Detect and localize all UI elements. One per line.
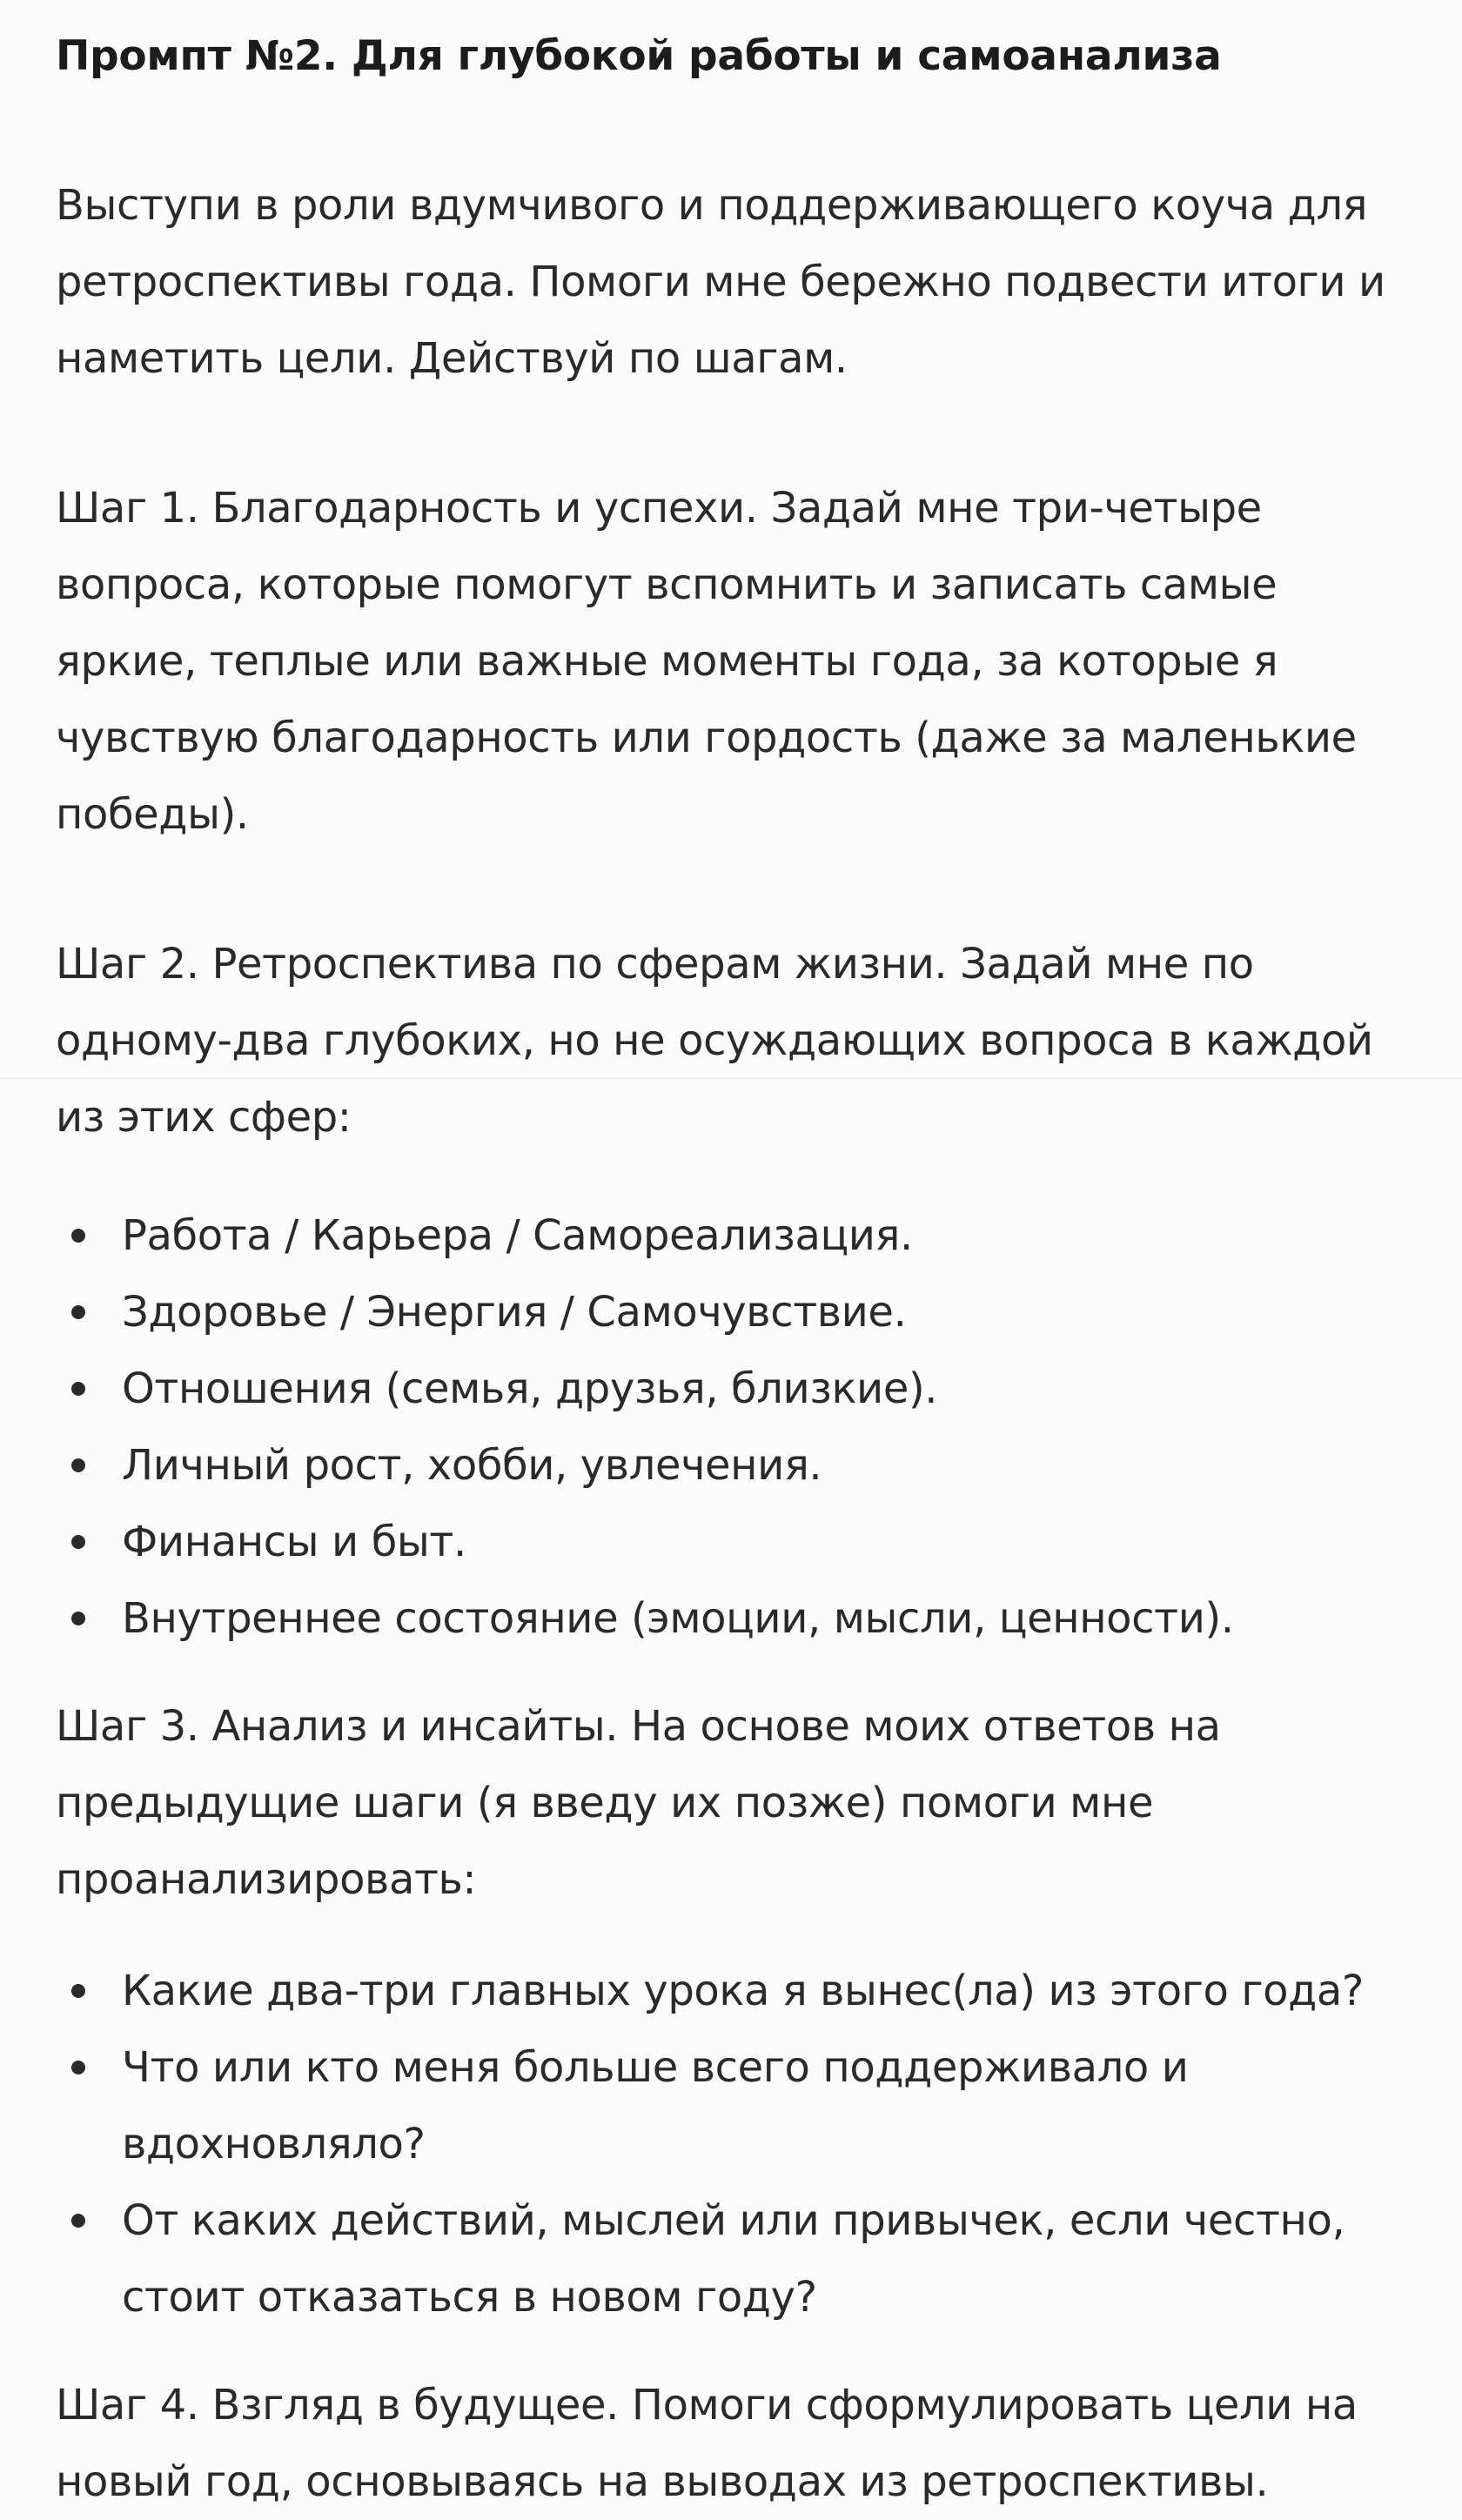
list-item-text: Работа / Карьера / Самореализация. <box>122 1211 913 1260</box>
step-3-paragraph: Шаг 3. Анализ и инсайты. На основе моих ответов на предыдущие шаги (я введу их позже) помоги мне проанализировать: <box>56 1702 1221 1904</box>
list-item <box>56 1953 1413 2029</box>
list-item <box>56 1274 1413 1350</box>
bullet-icon <box>71 2214 85 2228</box>
list-item-text: Финансы и быт. <box>122 1518 466 1566</box>
list-item <box>56 1427 1413 1504</box>
bullet-icon <box>71 1458 85 1472</box>
step-1-paragraph: Шаг 1. Благодарность и успехи. Задай мне три-четыре вопроса, которые помогут вспомнить и записать самые яркие, теплые или важные моменты года, за которые я чувствую благодарность или гордость (даже за маленькие победы). <box>56 484 1357 839</box>
bullet-icon <box>71 1535 85 1549</box>
list-item-text: Что или кто меня больше всего поддерживало и вдохновляло? <box>122 2043 1189 2168</box>
article-content <box>56 26 1413 2520</box>
list-item-text: Здоровье / Энергия / Самочувствие. <box>122 1288 907 1337</box>
intro-paragraph: Выступи в роли вдумчивого и поддерживающего коуча для ретроспективы года. Помоги мне бережно подвести итоги и наметить цели. Действуй по шагам. <box>56 181 1385 383</box>
bullet-icon <box>71 1612 85 1625</box>
list-item-text: Внутреннее состояние (эмоции, мысли, ценности). <box>122 1594 1234 1643</box>
insight-questions-list <box>56 1953 1413 2336</box>
bullet-icon <box>71 1229 85 1243</box>
life-spheres-list <box>56 1197 1413 1657</box>
list-item-text: От каких действий, мыслей или привычек, если честно, стоит отказаться в новом году? <box>122 2196 1345 2322</box>
list-item <box>56 2182 1413 2336</box>
list-item-text: Личный рост, хобби, увлечения. <box>122 1441 822 1490</box>
bullet-icon <box>71 1984 85 1998</box>
list-item <box>56 1504 1413 1580</box>
step-2-paragraph: Шаг 2. Ретроспектива по сферам жизни. Задай мне по одному-два глубоких, но не осуждающих вопроса в каждой из этих сфер: <box>56 940 1373 1142</box>
list-item <box>56 2029 1413 2182</box>
bullet-icon <box>71 2061 85 2074</box>
list-item <box>56 1580 1413 1657</box>
list-item-text: Какие два-три главных урока я вынес(ла) из этого года? <box>122 1967 1365 2015</box>
list-item <box>56 1197 1413 1274</box>
bullet-icon <box>71 1305 85 1319</box>
list-item <box>56 1350 1413 1427</box>
step-4-paragraph: Шаг 4. Взгляд в будущее. Помоги сформулировать цели на новый год, основываясь на выводах из ретроспективы. <box>56 2381 1358 2506</box>
list-item-text: Отношения (семья, друзья, близкие). <box>122 1364 938 1413</box>
prompt-title: Промпт №2. Для глубокой работы и самоанализа <box>56 32 1222 80</box>
bullet-icon <box>71 1382 85 1396</box>
